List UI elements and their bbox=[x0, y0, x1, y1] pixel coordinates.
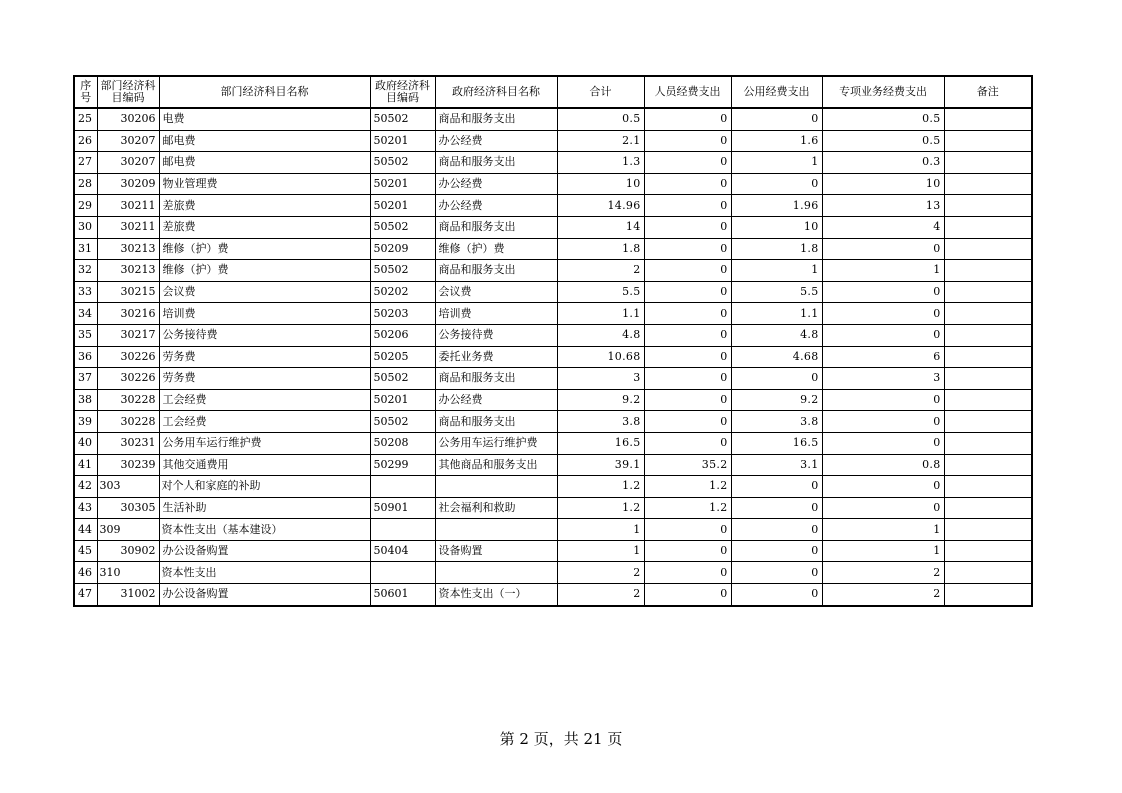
cell-dept-name: 办公设备购置 bbox=[159, 584, 370, 606]
cell-special: 0 bbox=[822, 476, 944, 498]
cell-dept-code: 30207 bbox=[97, 152, 159, 174]
cell-special: 2 bbox=[822, 562, 944, 584]
cell-gov-name: 商品和服务支出 bbox=[435, 260, 557, 282]
cell-public: 1.1 bbox=[731, 303, 822, 325]
header-gov-name: 政府经济科目名称 bbox=[435, 76, 557, 108]
cell-total: 9.2 bbox=[557, 389, 644, 411]
cell-dept-code: 30209 bbox=[97, 173, 159, 195]
cell-gov-name: 公务接待费 bbox=[435, 324, 557, 346]
header-dept-code: 部门经济科目编码 bbox=[97, 76, 159, 108]
cell-gov-name: 办公经费 bbox=[435, 389, 557, 411]
cell-remark bbox=[944, 476, 1032, 498]
cell-remark bbox=[944, 411, 1032, 433]
cell-personnel: 0 bbox=[644, 238, 731, 260]
cell-special: 0.3 bbox=[822, 152, 944, 174]
cell-dept-name: 公务用车运行维护费 bbox=[159, 432, 370, 454]
cell-remark bbox=[944, 346, 1032, 368]
cell-gov-code: 50208 bbox=[370, 432, 435, 454]
table-row bbox=[74, 368, 1032, 390]
cell-public: 16.5 bbox=[731, 432, 822, 454]
cell-no: 46 bbox=[74, 562, 97, 584]
cell-dept-code: 30207 bbox=[97, 130, 159, 152]
cell-special: 0 bbox=[822, 281, 944, 303]
cell-public: 0 bbox=[731, 497, 822, 519]
cell-remark bbox=[944, 454, 1032, 476]
cell-dept-name: 邮电费 bbox=[159, 152, 370, 174]
cell-no: 32 bbox=[74, 260, 97, 282]
table-row bbox=[74, 303, 1032, 325]
cell-personnel: 0 bbox=[644, 389, 731, 411]
cell-personnel: 1.2 bbox=[644, 476, 731, 498]
cell-total: 1.3 bbox=[557, 152, 644, 174]
cell-total: 2 bbox=[557, 584, 644, 606]
cell-gov-name: 办公经费 bbox=[435, 195, 557, 217]
cell-dept-code: 30231 bbox=[97, 432, 159, 454]
table-row bbox=[74, 108, 1032, 130]
table-header-row bbox=[74, 76, 1032, 108]
cell-total: 1.1 bbox=[557, 303, 644, 325]
cell-total: 1 bbox=[557, 540, 644, 562]
cell-no: 30 bbox=[74, 216, 97, 238]
cell-public: 10 bbox=[731, 216, 822, 238]
table-row bbox=[74, 216, 1032, 238]
cell-gov-name: 商品和服务支出 bbox=[435, 108, 557, 130]
cell-no: 44 bbox=[74, 519, 97, 541]
cell-dept-code: 30226 bbox=[97, 368, 159, 390]
cell-public: 1.96 bbox=[731, 195, 822, 217]
cell-dept-code: 30228 bbox=[97, 411, 159, 433]
cell-personnel: 0 bbox=[644, 260, 731, 282]
table-row bbox=[74, 195, 1032, 217]
cell-remark bbox=[944, 238, 1032, 260]
cell-gov-name: 办公经费 bbox=[435, 130, 557, 152]
cell-dept-code: 30226 bbox=[97, 346, 159, 368]
cell-dept-name: 维修（护）费 bbox=[159, 238, 370, 260]
cell-remark bbox=[944, 562, 1032, 584]
cell-public: 4.8 bbox=[731, 324, 822, 346]
table-row bbox=[74, 562, 1032, 584]
cell-special: 0 bbox=[822, 324, 944, 346]
cell-personnel: 0 bbox=[644, 324, 731, 346]
cell-special: 3 bbox=[822, 368, 944, 390]
cell-dept-name: 对个人和家庭的补助 bbox=[159, 476, 370, 498]
cell-personnel: 0 bbox=[644, 368, 731, 390]
header-dept-name: 部门经济科目名称 bbox=[159, 76, 370, 108]
cell-special: 0.5 bbox=[822, 108, 944, 130]
cell-no: 27 bbox=[74, 152, 97, 174]
cell-total: 2.1 bbox=[557, 130, 644, 152]
cell-dept-name: 劳务费 bbox=[159, 346, 370, 368]
header-personnel: 人员经费支出 bbox=[644, 76, 731, 108]
cell-dept-code: 303 bbox=[97, 476, 159, 498]
page-footer: 第 2 页，共 21 页 bbox=[499, 730, 623, 748]
table-row bbox=[74, 497, 1032, 519]
cell-no: 45 bbox=[74, 540, 97, 562]
cell-no: 37 bbox=[74, 368, 97, 390]
cell-dept-code: 30217 bbox=[97, 324, 159, 346]
cell-special: 0 bbox=[822, 238, 944, 260]
cell-special: 1 bbox=[822, 540, 944, 562]
table-row bbox=[74, 260, 1032, 282]
cell-dept-name: 工会经费 bbox=[159, 411, 370, 433]
cell-special: 0 bbox=[822, 411, 944, 433]
cell-gov-name: 商品和服务支出 bbox=[435, 216, 557, 238]
cell-personnel: 0 bbox=[644, 108, 731, 130]
cell-gov-code: 50201 bbox=[370, 130, 435, 152]
cell-gov-name bbox=[435, 519, 557, 541]
cell-no: 28 bbox=[74, 173, 97, 195]
cell-dept-name: 会议费 bbox=[159, 281, 370, 303]
cell-gov-name: 办公经费 bbox=[435, 173, 557, 195]
cell-gov-name: 商品和服务支出 bbox=[435, 368, 557, 390]
cell-personnel: 0 bbox=[644, 411, 731, 433]
cell-gov-name: 维修（护）费 bbox=[435, 238, 557, 260]
cell-remark bbox=[944, 108, 1032, 130]
cell-gov-code bbox=[370, 476, 435, 498]
table-row bbox=[74, 324, 1032, 346]
cell-gov-code: 50201 bbox=[370, 173, 435, 195]
cell-special: 0 bbox=[822, 432, 944, 454]
header-special: 专项业务经费支出 bbox=[822, 76, 944, 108]
cell-gov-code: 50299 bbox=[370, 454, 435, 476]
cell-special: 1 bbox=[822, 519, 944, 541]
table-row bbox=[74, 519, 1032, 541]
table-row bbox=[74, 432, 1032, 454]
cell-dept-name: 工会经费 bbox=[159, 389, 370, 411]
cell-no: 33 bbox=[74, 281, 97, 303]
cell-public: 0 bbox=[731, 540, 822, 562]
cell-public: 0 bbox=[731, 476, 822, 498]
cell-dept-code: 30211 bbox=[97, 195, 159, 217]
cell-special: 2 bbox=[822, 584, 944, 606]
cell-dept-name: 邮电费 bbox=[159, 130, 370, 152]
cell-special: 4 bbox=[822, 216, 944, 238]
expenditure-table bbox=[73, 75, 1033, 607]
cell-total: 14 bbox=[557, 216, 644, 238]
table-body bbox=[74, 108, 1032, 606]
cell-special: 1 bbox=[822, 260, 944, 282]
cell-total: 10.68 bbox=[557, 346, 644, 368]
cell-personnel: 0 bbox=[644, 519, 731, 541]
table-row bbox=[74, 454, 1032, 476]
cell-no: 26 bbox=[74, 130, 97, 152]
cell-gov-name: 设备购置 bbox=[435, 540, 557, 562]
cell-special: 0 bbox=[822, 389, 944, 411]
cell-no: 41 bbox=[74, 454, 97, 476]
cell-no: 42 bbox=[74, 476, 97, 498]
cell-total: 10 bbox=[557, 173, 644, 195]
cell-gov-code: 50901 bbox=[370, 497, 435, 519]
cell-remark bbox=[944, 389, 1032, 411]
cell-public: 3.1 bbox=[731, 454, 822, 476]
cell-remark bbox=[944, 281, 1032, 303]
cell-dept-code: 30215 bbox=[97, 281, 159, 303]
cell-public: 0 bbox=[731, 562, 822, 584]
table-row bbox=[74, 130, 1032, 152]
cell-gov-name: 商品和服务支出 bbox=[435, 411, 557, 433]
cell-personnel: 0 bbox=[644, 346, 731, 368]
cell-special: 10 bbox=[822, 173, 944, 195]
cell-gov-code: 50205 bbox=[370, 346, 435, 368]
table-row bbox=[74, 173, 1032, 195]
cell-no: 43 bbox=[74, 497, 97, 519]
cell-personnel: 35.2 bbox=[644, 454, 731, 476]
cell-public: 1.8 bbox=[731, 238, 822, 260]
header-public: 公用经费支出 bbox=[731, 76, 822, 108]
cell-total: 14.96 bbox=[557, 195, 644, 217]
cell-total: 1.8 bbox=[557, 238, 644, 260]
table-row bbox=[74, 346, 1032, 368]
cell-gov-code: 50201 bbox=[370, 195, 435, 217]
cell-special: 0 bbox=[822, 497, 944, 519]
cell-total: 1.2 bbox=[557, 497, 644, 519]
cell-gov-code bbox=[370, 562, 435, 584]
cell-public: 9.2 bbox=[731, 389, 822, 411]
cell-dept-code: 30211 bbox=[97, 216, 159, 238]
cell-total: 39.1 bbox=[557, 454, 644, 476]
cell-total: 2 bbox=[557, 562, 644, 584]
cell-public: 0 bbox=[731, 368, 822, 390]
table-row bbox=[74, 411, 1032, 433]
cell-gov-code: 50601 bbox=[370, 584, 435, 606]
cell-remark bbox=[944, 216, 1032, 238]
cell-personnel: 0 bbox=[644, 281, 731, 303]
cell-total: 4.8 bbox=[557, 324, 644, 346]
cell-gov-name: 商品和服务支出 bbox=[435, 152, 557, 174]
cell-dept-code: 30902 bbox=[97, 540, 159, 562]
cell-public: 0 bbox=[731, 584, 822, 606]
cell-remark bbox=[944, 195, 1032, 217]
cell-no: 40 bbox=[74, 432, 97, 454]
cell-dept-code: 310 bbox=[97, 562, 159, 584]
cell-dept-name: 生活补助 bbox=[159, 497, 370, 519]
cell-dept-code: 30239 bbox=[97, 454, 159, 476]
cell-gov-code: 50202 bbox=[370, 281, 435, 303]
cell-dept-code: 30216 bbox=[97, 303, 159, 325]
cell-remark bbox=[944, 303, 1032, 325]
cell-personnel: 0 bbox=[644, 432, 731, 454]
cell-remark bbox=[944, 324, 1032, 346]
cell-gov-code: 50502 bbox=[370, 260, 435, 282]
cell-public: 1.6 bbox=[731, 130, 822, 152]
cell-dept-name: 培训费 bbox=[159, 303, 370, 325]
table-row bbox=[74, 238, 1032, 260]
cell-no: 36 bbox=[74, 346, 97, 368]
cell-special: 0 bbox=[822, 303, 944, 325]
cell-remark bbox=[944, 130, 1032, 152]
table-row bbox=[74, 389, 1032, 411]
cell-dept-code: 31002 bbox=[97, 584, 159, 606]
cell-personnel: 0 bbox=[644, 216, 731, 238]
cell-gov-name: 委托业务费 bbox=[435, 346, 557, 368]
cell-public: 5.5 bbox=[731, 281, 822, 303]
table-row bbox=[74, 584, 1032, 606]
cell-remark bbox=[944, 432, 1032, 454]
cell-special: 6 bbox=[822, 346, 944, 368]
cell-dept-code: 30206 bbox=[97, 108, 159, 130]
cell-gov-code: 50201 bbox=[370, 389, 435, 411]
cell-gov-code: 50502 bbox=[370, 152, 435, 174]
cell-public: 3.8 bbox=[731, 411, 822, 433]
header-remark: 备注 bbox=[944, 76, 1032, 108]
cell-dept-code: 30305 bbox=[97, 497, 159, 519]
cell-dept-code: 309 bbox=[97, 519, 159, 541]
cell-personnel: 0 bbox=[644, 584, 731, 606]
cell-dept-name: 其他交通费用 bbox=[159, 454, 370, 476]
cell-total: 3.8 bbox=[557, 411, 644, 433]
cell-special: 13 bbox=[822, 195, 944, 217]
cell-no: 31 bbox=[74, 238, 97, 260]
cell-gov-name: 其他商品和服务支出 bbox=[435, 454, 557, 476]
cell-dept-name: 劳务费 bbox=[159, 368, 370, 390]
cell-gov-code: 50502 bbox=[370, 216, 435, 238]
cell-dept-name: 维修（护）费 bbox=[159, 260, 370, 282]
cell-total: 3 bbox=[557, 368, 644, 390]
cell-total: 1 bbox=[557, 519, 644, 541]
cell-gov-name: 会议费 bbox=[435, 281, 557, 303]
header-gov-code: 政府经济科目编码 bbox=[370, 76, 435, 108]
header-total: 合计 bbox=[557, 76, 644, 108]
cell-personnel: 0 bbox=[644, 195, 731, 217]
cell-special: 0.8 bbox=[822, 454, 944, 476]
cell-gov-code: 50502 bbox=[370, 108, 435, 130]
cell-dept-name: 办公设备购置 bbox=[159, 540, 370, 562]
cell-remark bbox=[944, 368, 1032, 390]
cell-gov-code: 50502 bbox=[370, 368, 435, 390]
cell-gov-name: 培训费 bbox=[435, 303, 557, 325]
cell-dept-name: 物业管理费 bbox=[159, 173, 370, 195]
cell-personnel: 0 bbox=[644, 540, 731, 562]
cell-public: 1 bbox=[731, 152, 822, 174]
cell-gov-code: 50209 bbox=[370, 238, 435, 260]
cell-no: 35 bbox=[74, 324, 97, 346]
cell-total: 2 bbox=[557, 260, 644, 282]
cell-remark bbox=[944, 497, 1032, 519]
cell-public: 0 bbox=[731, 173, 822, 195]
cell-dept-name: 资本性支出 bbox=[159, 562, 370, 584]
cell-total: 1.2 bbox=[557, 476, 644, 498]
cell-personnel: 0 bbox=[644, 562, 731, 584]
cell-gov-code bbox=[370, 519, 435, 541]
cell-gov-name bbox=[435, 476, 557, 498]
cell-remark bbox=[944, 152, 1032, 174]
cell-no: 25 bbox=[74, 108, 97, 130]
cell-personnel: 0 bbox=[644, 173, 731, 195]
cell-public: 0 bbox=[731, 108, 822, 130]
cell-no: 38 bbox=[74, 389, 97, 411]
cell-no: 39 bbox=[74, 411, 97, 433]
cell-public: 4.68 bbox=[731, 346, 822, 368]
cell-personnel: 1.2 bbox=[644, 497, 731, 519]
cell-dept-name: 电费 bbox=[159, 108, 370, 130]
cell-remark bbox=[944, 584, 1032, 606]
cell-gov-code: 50203 bbox=[370, 303, 435, 325]
cell-gov-code: 50404 bbox=[370, 540, 435, 562]
cell-personnel: 0 bbox=[644, 303, 731, 325]
cell-gov-code: 50206 bbox=[370, 324, 435, 346]
cell-personnel: 0 bbox=[644, 130, 731, 152]
cell-total: 16.5 bbox=[557, 432, 644, 454]
table-row bbox=[74, 540, 1032, 562]
cell-remark bbox=[944, 173, 1032, 195]
cell-public: 0 bbox=[731, 519, 822, 541]
cell-dept-name: 资本性支出（基本建设） bbox=[159, 519, 370, 541]
cell-gov-name: 资本性支出（一） bbox=[435, 584, 557, 606]
cell-dept-name: 公务接待费 bbox=[159, 324, 370, 346]
cell-public: 1 bbox=[731, 260, 822, 282]
cell-dept-code: 30213 bbox=[97, 260, 159, 282]
cell-gov-code: 50502 bbox=[370, 411, 435, 433]
cell-remark bbox=[944, 540, 1032, 562]
header-no: 序号 bbox=[74, 76, 97, 108]
table-row bbox=[74, 476, 1032, 498]
cell-dept-code: 30213 bbox=[97, 238, 159, 260]
cell-total: 0.5 bbox=[557, 108, 644, 130]
cell-special: 0.5 bbox=[822, 130, 944, 152]
cell-personnel: 0 bbox=[644, 152, 731, 174]
table-row bbox=[74, 152, 1032, 174]
cell-no: 29 bbox=[74, 195, 97, 217]
cell-dept-name: 差旅费 bbox=[159, 216, 370, 238]
cell-remark bbox=[944, 519, 1032, 541]
cell-gov-name: 社会福利和救助 bbox=[435, 497, 557, 519]
table-row bbox=[74, 281, 1032, 303]
cell-remark bbox=[944, 260, 1032, 282]
cell-dept-code: 30228 bbox=[97, 389, 159, 411]
cell-gov-name: 公务用车运行维护费 bbox=[435, 432, 557, 454]
cell-no: 47 bbox=[74, 584, 97, 606]
cell-total: 5.5 bbox=[557, 281, 644, 303]
cell-gov-name bbox=[435, 562, 557, 584]
cell-no: 34 bbox=[74, 303, 97, 325]
cell-dept-name: 差旅费 bbox=[159, 195, 370, 217]
